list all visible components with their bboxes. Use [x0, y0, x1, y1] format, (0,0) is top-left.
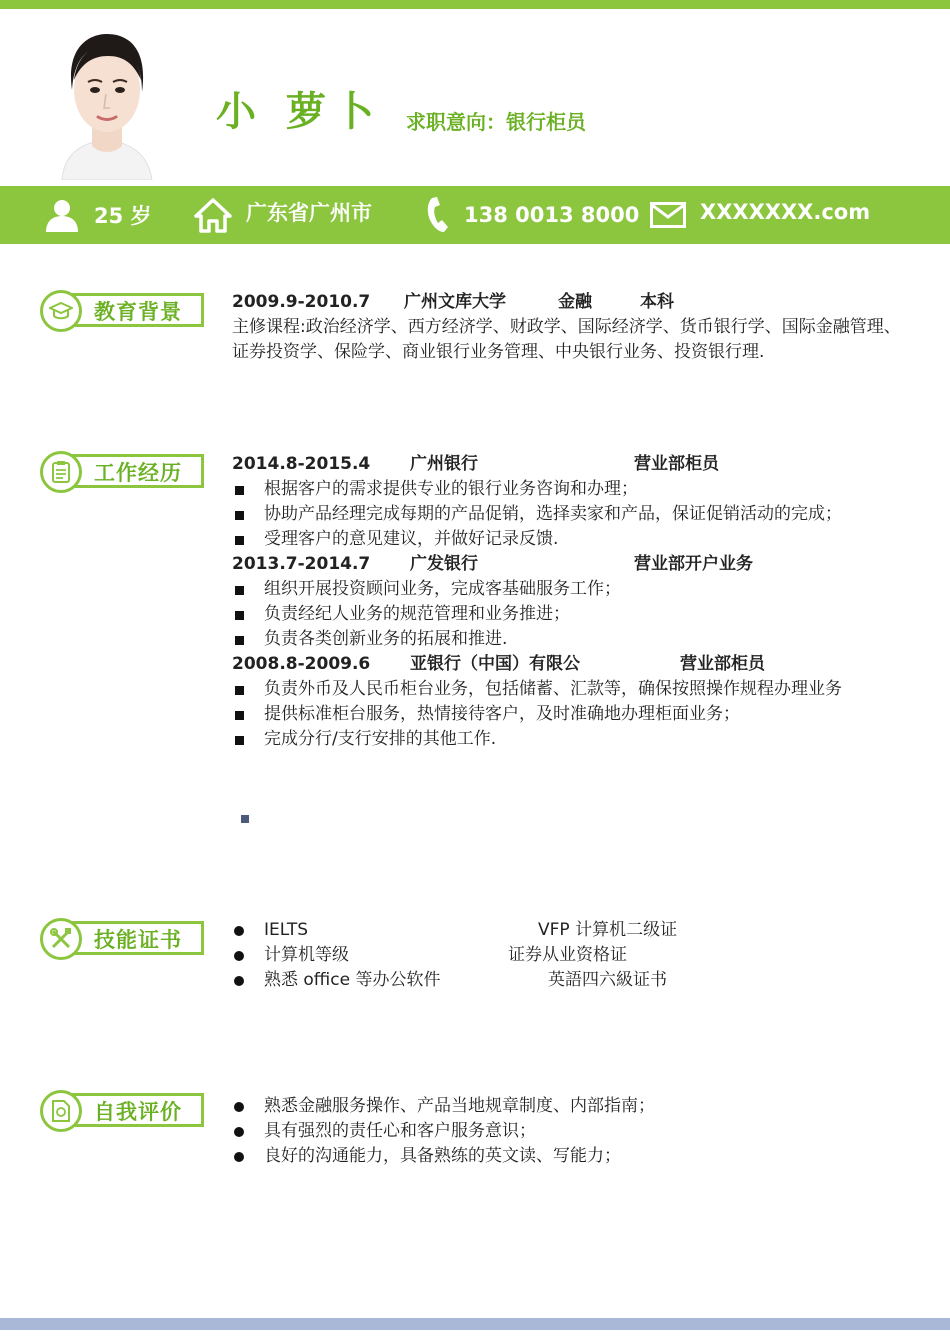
self-eval-item: 良好的沟通能力，具备熟练的英文读、写能力；: [232, 1144, 912, 1169]
clipboard-icon: [40, 451, 82, 493]
work-title: 工作经历: [94, 461, 182, 485]
job-duty: 负责各类创新业务的拓展和推进.: [232, 627, 912, 652]
job-company: 广发银行: [410, 554, 478, 574]
skills-title: 技能证书: [94, 928, 182, 952]
job-company: 亚银行（中国）有限公: [410, 654, 580, 674]
candidate-name: 小 萝卜: [216, 89, 382, 135]
top-accent-bar: [0, 0, 950, 9]
job-duty: 协助产品经理完成每期的产品促销，选择卖家和产品，保证促销活动的完成；: [232, 502, 912, 527]
email-info: [650, 186, 870, 244]
empty-bullet: [241, 815, 249, 823]
age-info: [44, 186, 152, 244]
graduation-cap-icon: [40, 290, 82, 332]
tools-icon: [40, 918, 82, 960]
education-row-head: [232, 290, 912, 315]
skill-item: 熟悉 office 等办公软件: [264, 970, 441, 990]
skill-item: 计算机等级: [264, 945, 349, 965]
phone-info: [426, 186, 639, 244]
education-section-label: [40, 290, 206, 332]
job-row-head: [232, 552, 912, 577]
location-text: 广东省广州市: [246, 201, 372, 225]
self-eval-title: 自我评价: [94, 1100, 182, 1124]
job-period: 2008.8-2009.6: [232, 654, 371, 674]
certificate-icon: [40, 1090, 82, 1132]
education-degree: 本科: [640, 292, 674, 312]
work-content: [232, 452, 912, 752]
job-position: 营业部柜员: [634, 454, 719, 474]
education-period: 2009.9-2010.7: [232, 292, 371, 312]
job-duty: 负责经纪人业务的规范管理和业务推进；: [232, 602, 912, 627]
skills-section-label: [40, 918, 206, 960]
education-title: 教育背景: [94, 300, 182, 324]
bottom-accent-bar: [0, 1318, 950, 1330]
job-duty: 组织开展投资顾问业务，完成客基础服务工作；: [232, 577, 912, 602]
job-intent: 求职意向：银行柜员: [406, 110, 586, 134]
education-school: 广州文库大学: [404, 292, 506, 312]
skill-item: IELTS: [264, 920, 309, 940]
skill-row: [232, 943, 912, 968]
job-duty: 提供标准柜台服务，热情接待客户，及时准确地办理柜面业务；: [232, 702, 912, 727]
home-icon: [194, 197, 246, 233]
education-courses: 主修课程:政治经济学、西方经济学、财政学、国际经济学、货币银行学、国际金融管理、证券投资学、保险学、商业银行业务管理、中央银行业务、投资银行理.: [232, 317, 901, 362]
email-text: XXXXXXX.com: [700, 200, 871, 224]
job-row-head: [232, 652, 912, 677]
job-duty: 完成分行/支行安排的其他工作.: [232, 727, 912, 752]
phone-icon: [426, 196, 464, 234]
certificate-item: VFP 计算机二级证: [538, 920, 678, 940]
age-text: 25 岁: [94, 204, 152, 228]
job-position: 营业部柜员: [680, 654, 765, 674]
job-duty: 受理客户的意见建议，并做好记录反馈.: [232, 527, 912, 552]
profile-photo: [44, 20, 169, 180]
job-company: 广州银行: [410, 454, 478, 474]
job-position: 营业部开户业务: [634, 554, 753, 574]
certificate-item: 英語四六級证书: [548, 970, 667, 990]
location-info: [194, 186, 372, 244]
skill-row: [232, 918, 912, 943]
self-eval-item: 具有强烈的责任心和客户服务意识；: [232, 1119, 912, 1144]
skill-row: [232, 968, 912, 993]
job-duty: 根据客户的需求提供专业的银行业务咨询和办理；: [232, 477, 912, 502]
job-period: 2014.8-2015.4: [232, 454, 371, 474]
job-row-head: [232, 452, 912, 477]
skills-content: [232, 918, 912, 993]
job-duty: 负责外币及人民币柜台业务，包括储蓄、汇款等，确保按照操作规程办理业务: [232, 677, 904, 702]
self-eval-section-label: [40, 1090, 206, 1132]
work-section-label: [40, 451, 206, 493]
contact-info-bar: [0, 186, 950, 244]
mail-icon: [650, 202, 700, 228]
person-icon: [44, 198, 94, 232]
self-eval-item: 熟悉金融服务操作、产品当地规章制度、内部指南；: [232, 1094, 912, 1119]
job-period: 2013.7-2014.7: [232, 554, 371, 574]
self-eval-content: [232, 1094, 912, 1169]
phone-text: 138 0013 8000: [464, 203, 640, 227]
education-content: [232, 290, 912, 365]
certificate-item: 证券从业资格证: [508, 945, 627, 965]
education-major: 金融: [558, 292, 592, 312]
